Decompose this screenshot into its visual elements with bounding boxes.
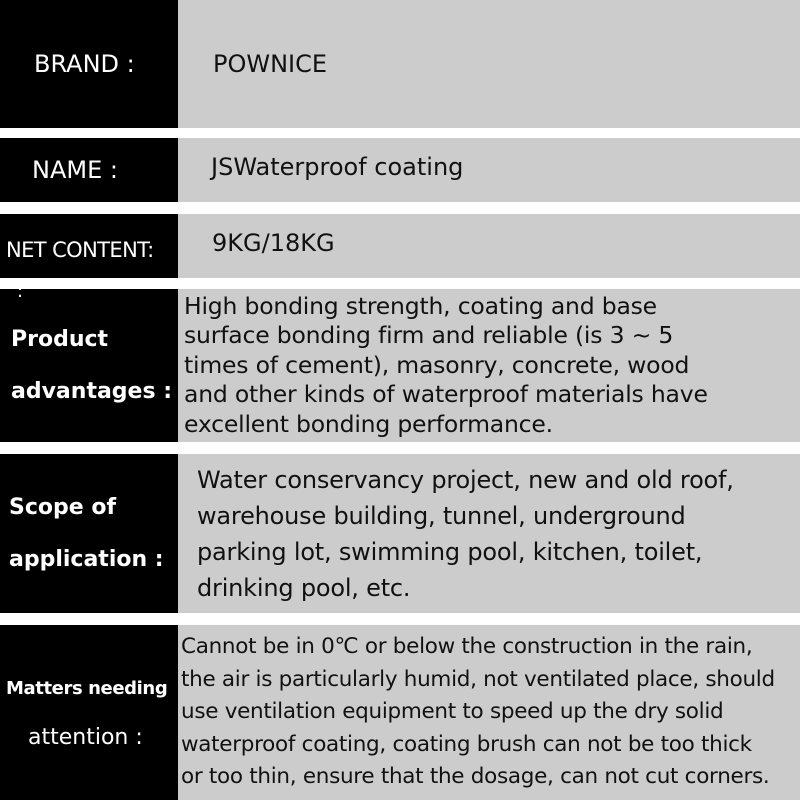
spec-row-product-advantages	[0, 281, 800, 442]
spec-value-cell	[178, 454, 800, 613]
scope-text	[178, 462, 800, 606]
product-advantages-label	[0, 314, 178, 418]
label-line: application :	[9, 546, 164, 572]
spec-value-cell	[178, 289, 800, 442]
net-content-value: 9KG/18KG	[212, 229, 335, 257]
text-line: High bonding strength, coating and base	[184, 291, 657, 320]
spec-row-net-content	[0, 214, 800, 278]
label-line: Scope of	[9, 494, 117, 520]
spec-row-brand	[0, 0, 800, 128]
text-line: or too thin, ensure that the dosage, can not cut corners.	[181, 764, 770, 790]
spec-row-matters-needing-attention	[0, 625, 800, 800]
text-line: the air is particularly humid, not ventilated place, should	[181, 666, 775, 692]
spec-value-cell	[178, 625, 800, 800]
spec-value-cell	[178, 138, 800, 202]
spec-label-cell	[0, 281, 178, 442]
text-line: and other kinds of waterproof materials have	[184, 380, 708, 409]
spec-label-cell	[0, 625, 178, 800]
stray-colon-mark: :	[17, 281, 24, 302]
text-line: Cannot be in 0℃ or below the construction in the rain,	[181, 634, 753, 660]
spec-value-cell	[178, 214, 800, 278]
label-line: advantages :	[11, 378, 173, 404]
text-line: parking lot, swimming pool, kitchen, toilet,	[197, 537, 703, 566]
text-line: use ventilation equipment to speed up the dry solid	[181, 699, 724, 725]
scope-label	[0, 482, 178, 586]
brand-value: POWNICE	[213, 50, 328, 78]
text-line: excellent bonding performance.	[184, 409, 553, 438]
attention-text	[178, 631, 800, 794]
net-content-label: NET CONTENT:	[6, 238, 154, 262]
product-advantages-text	[178, 292, 800, 440]
spec-row-scope-of-application	[0, 454, 800, 613]
spec-label-cell	[0, 138, 178, 202]
label-line: Matters needing	[6, 677, 168, 699]
spec-label-cell	[0, 454, 178, 613]
text-line: Water conservancy project, new and old roof,	[197, 465, 734, 494]
spec-value-cell	[178, 0, 800, 128]
brand-label: BRAND :	[34, 50, 135, 78]
text-line: surface bonding firm and reliable (is 3 ~ 5	[184, 321, 674, 350]
name-label: NAME :	[32, 156, 118, 184]
label-line: Product	[11, 326, 109, 352]
name-value: JSWaterproof coating	[211, 153, 464, 181]
spec-row-name	[0, 138, 800, 202]
text-line: warehouse building, tunnel, underground	[197, 501, 686, 530]
text-line: times of cement), masonry, concrete, wood	[184, 350, 690, 379]
text-line: waterproof coating, coating brush can not be too thick	[181, 731, 752, 757]
label-line: attention :	[28, 724, 143, 750]
spec-label-cell	[0, 214, 178, 278]
spec-label-cell	[0, 0, 178, 128]
text-line: drinking pool, etc.	[197, 573, 411, 602]
